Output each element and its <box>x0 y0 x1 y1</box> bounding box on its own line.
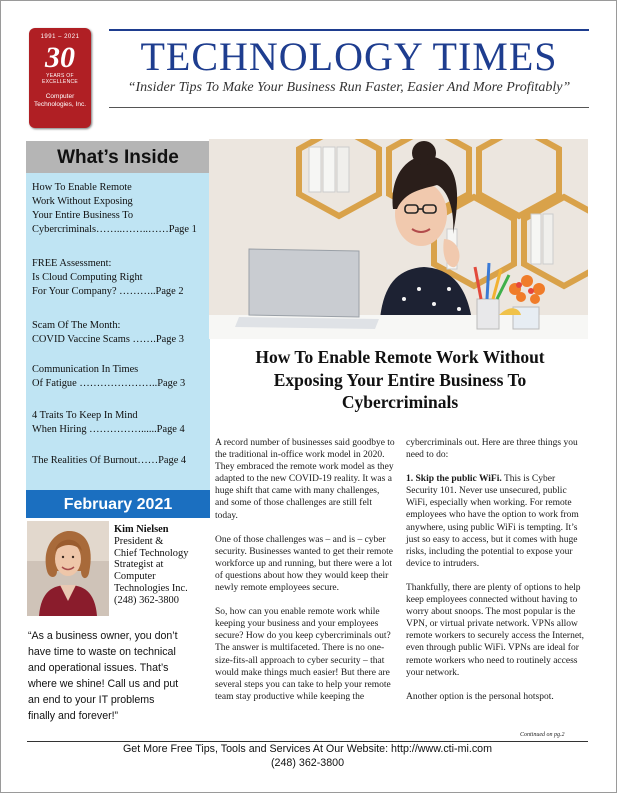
headline-line: Exposing Your Entire Business To <box>273 369 527 390</box>
author-name: Kim Nielsen <box>114 524 169 535</box>
toc-line: Your Entire Business To <box>32 210 134 221</box>
toc-line: Is Cloud Computing Right <box>32 272 143 283</box>
whats-inside-panel <box>26 173 210 490</box>
article-paragraph: Another option is the personal hotspot. <box>406 691 554 702</box>
toc-item[interactable] <box>32 181 210 237</box>
article-headline <box>212 346 588 414</box>
article-column-2 <box>406 437 588 715</box>
article-paragraph <box>406 473 588 570</box>
company-logo <box>29 28 91 128</box>
toc-line: For Your Company? ………..Page 2 <box>32 286 184 297</box>
toc-line: When Hiring ……………......Page 4 <box>32 424 185 435</box>
article-paragraph: A record number of businesses said goodbye to the traditional in-office work model in 2020. They embraced the remote work model as they adapted to the new COVID-19 reality. It was a huge shift that came with many challenges, and some of those challenges are still felt today. <box>215 438 395 521</box>
logo-company <box>29 93 91 109</box>
hero-photo <box>209 139 588 339</box>
quote-line: have time to waste on technical <box>28 646 176 658</box>
article-paragraph: So, how can you enable remote work while keeping your business and your employees secure? How do you keep cybercriminals out? The answer is multifaceted. There is no one-size-fits-all approach to cyber security – that would make things much easier! But there are several steps you can take to help your remote team stay productive while keeping the <box>215 607 391 702</box>
headline-line: Cybercriminals <box>341 392 459 412</box>
toc-line: Communication In Times <box>32 364 139 375</box>
footer-website-line[interactable]: Get More Free Tips, Tools and Services At Our Website: http://www.cti-mi.com <box>122 743 493 755</box>
toc-item[interactable] <box>32 409 210 437</box>
article-column-1 <box>215 437 395 715</box>
toc-item[interactable] <box>32 319 210 347</box>
issue-month: February 2021 <box>26 490 210 518</box>
masthead-bottom-rule <box>109 107 589 108</box>
newsletter-tagline: “Insider Tips To Make Your Business Run Faster, Easier And More Profitably” <box>127 80 571 95</box>
author-title-line: President & <box>114 535 164 547</box>
author-title-line: Technologies Inc. <box>114 582 188 594</box>
point-1-label: 1. Skip the public WiFi. <box>406 474 502 485</box>
footer-phone[interactable]: (248) 362-3800 <box>270 757 345 769</box>
logo-company-1: Computer <box>45 93 75 100</box>
newsletter-title: TECHNOLOGY TIMES <box>140 34 558 79</box>
author-title-line: Chief Technology <box>114 547 189 559</box>
toc-line: Work Without Exposing <box>32 196 133 207</box>
continued-note: Continued on pg.2 <box>520 732 565 738</box>
author-title-line: Strategist at <box>114 559 164 571</box>
quote-line: finally and forever!” <box>28 710 119 722</box>
author-title-line: Computer <box>114 571 156 583</box>
toc-line: COVID Vaccine Scams …….Page 3 <box>32 334 184 345</box>
toc-line: FREE Assessment: <box>32 258 112 269</box>
toc-line: Cybercriminals……..……..……Page 1 <box>32 224 197 235</box>
article-paragraph: cybercriminals out. Here are three things you need to do: <box>406 438 578 461</box>
quote-line: where we shine! Call us and put <box>28 678 179 690</box>
point-1-text: This is Cyber Security 101. Never use unsecured, public WiFi, especially when working. For remote employees who have the option to work from anywhere, using public WiFi is tempting. It’s just so easy to access, but it comes with huge risks, including the potential to expose your device to intruders. <box>406 474 579 569</box>
toc-item[interactable] <box>32 363 210 391</box>
toc-line: Of Fatigue …………………..Page 3 <box>32 378 186 389</box>
logo-number: 30 <box>45 41 75 74</box>
toc-line: How To Enable Remote <box>32 182 132 193</box>
masthead-top-rule <box>109 29 589 31</box>
logo-company-2: Technologies, Inc. <box>33 101 87 108</box>
quote-line: an end to your IT problems <box>28 694 155 706</box>
author-photo <box>27 521 109 616</box>
headline-line: How To Enable Remote Work Without <box>255 347 545 367</box>
sidebar-quote <box>28 628 212 724</box>
logo-subtitle-2: EXCELLENCE <box>41 79 79 85</box>
toc-line: The Realities Of Burnout……Page 4 <box>32 455 187 466</box>
toc-item[interactable] <box>32 454 210 468</box>
whats-inside-heading: What’s Inside <box>26 141 210 173</box>
toc-line: 4 Traits To Keep In Mind <box>32 410 138 421</box>
article-paragraph: One of those challenges was – and is – cyber security. Businesses wanted to get their remote workforce up and running, but there were a lot of questions about how they would keep their newly remote employees secure. <box>215 534 393 594</box>
toc-line: Scam Of The Month: <box>32 320 121 331</box>
author-phone[interactable]: (248) 362-3800 <box>114 594 179 606</box>
article-paragraph: Thankfully, there are plenty of options to help keep employees connected without having to worry about snoops. The most popular is the VPN, or virtual private network. VPNs allow remote workers to securely access the Internet, even through public WiFi. VPNs are ideal for remote workers who need to routinely access your network. <box>406 582 585 678</box>
logo-years: 1991 – 2021 <box>40 34 80 40</box>
quote-line: “As a business owner, you don’t <box>28 630 178 642</box>
author-info <box>114 524 210 607</box>
quote-line: and operational issues. That’s <box>28 662 169 674</box>
footer-rule <box>27 741 588 742</box>
toc-item[interactable] <box>32 257 210 299</box>
logo-subtitle-1: YEARS OF <box>46 73 74 79</box>
